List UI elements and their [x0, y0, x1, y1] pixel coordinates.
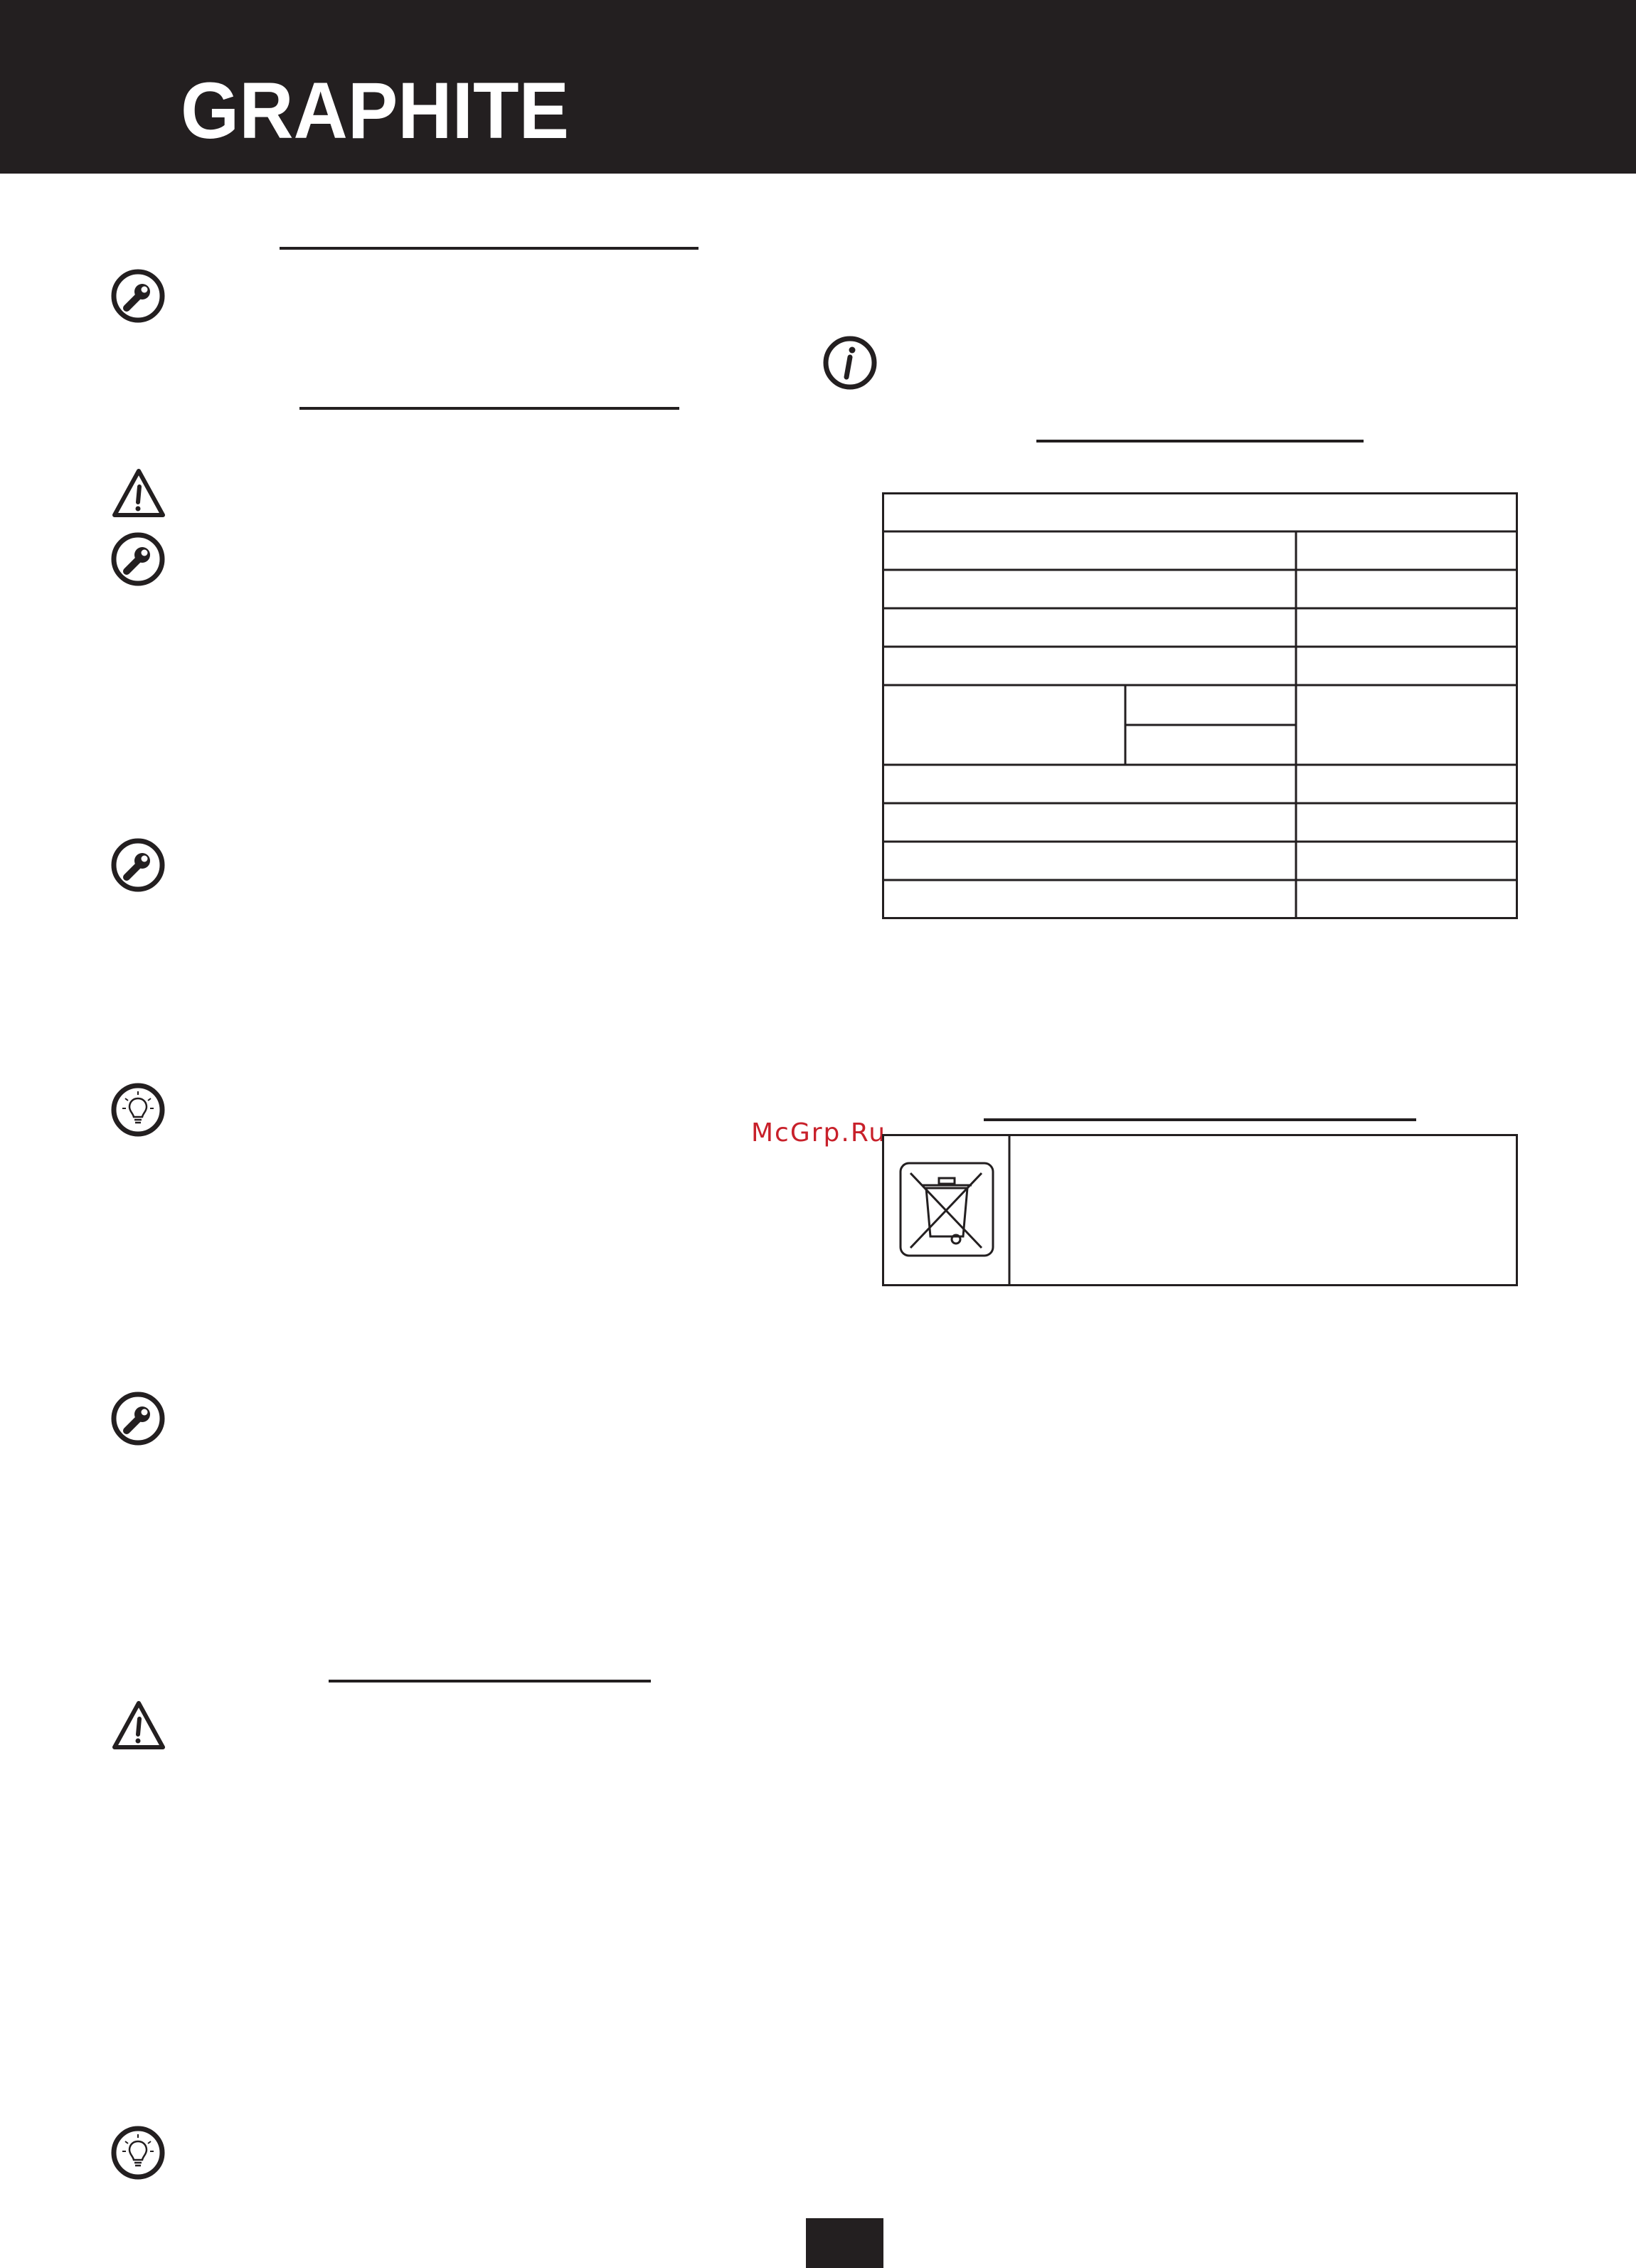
section-heading-rule — [299, 407, 679, 410]
section-heading-rule — [1036, 440, 1364, 443]
warning-icon — [112, 467, 166, 521]
section-heading-rule — [329, 1680, 651, 1683]
watermark-text: McGrp.Ru — [751, 1118, 887, 1148]
lightbulb-icon — [111, 2126, 165, 2180]
header-bar — [0, 0, 1636, 174]
info-icon — [823, 336, 877, 390]
technical-data-table — [882, 492, 1518, 919]
wrench-icon — [111, 1392, 165, 1446]
wrench-icon — [111, 838, 165, 892]
brand-logo — [181, 77, 569, 144]
lightbulb-icon — [111, 1083, 165, 1137]
page-number-tab — [806, 2218, 883, 2268]
section-heading-rule — [984, 1118, 1416, 1121]
wrench-icon — [111, 269, 165, 323]
logo-text: GRAPHITE — [181, 77, 569, 144]
section-heading-rule — [280, 247, 699, 250]
disposal-info-box — [882, 1134, 1518, 1286]
crossed-bin-icon — [901, 1163, 993, 1256]
wrench-icon — [111, 532, 165, 586]
warning-icon — [112, 1699, 166, 1753]
